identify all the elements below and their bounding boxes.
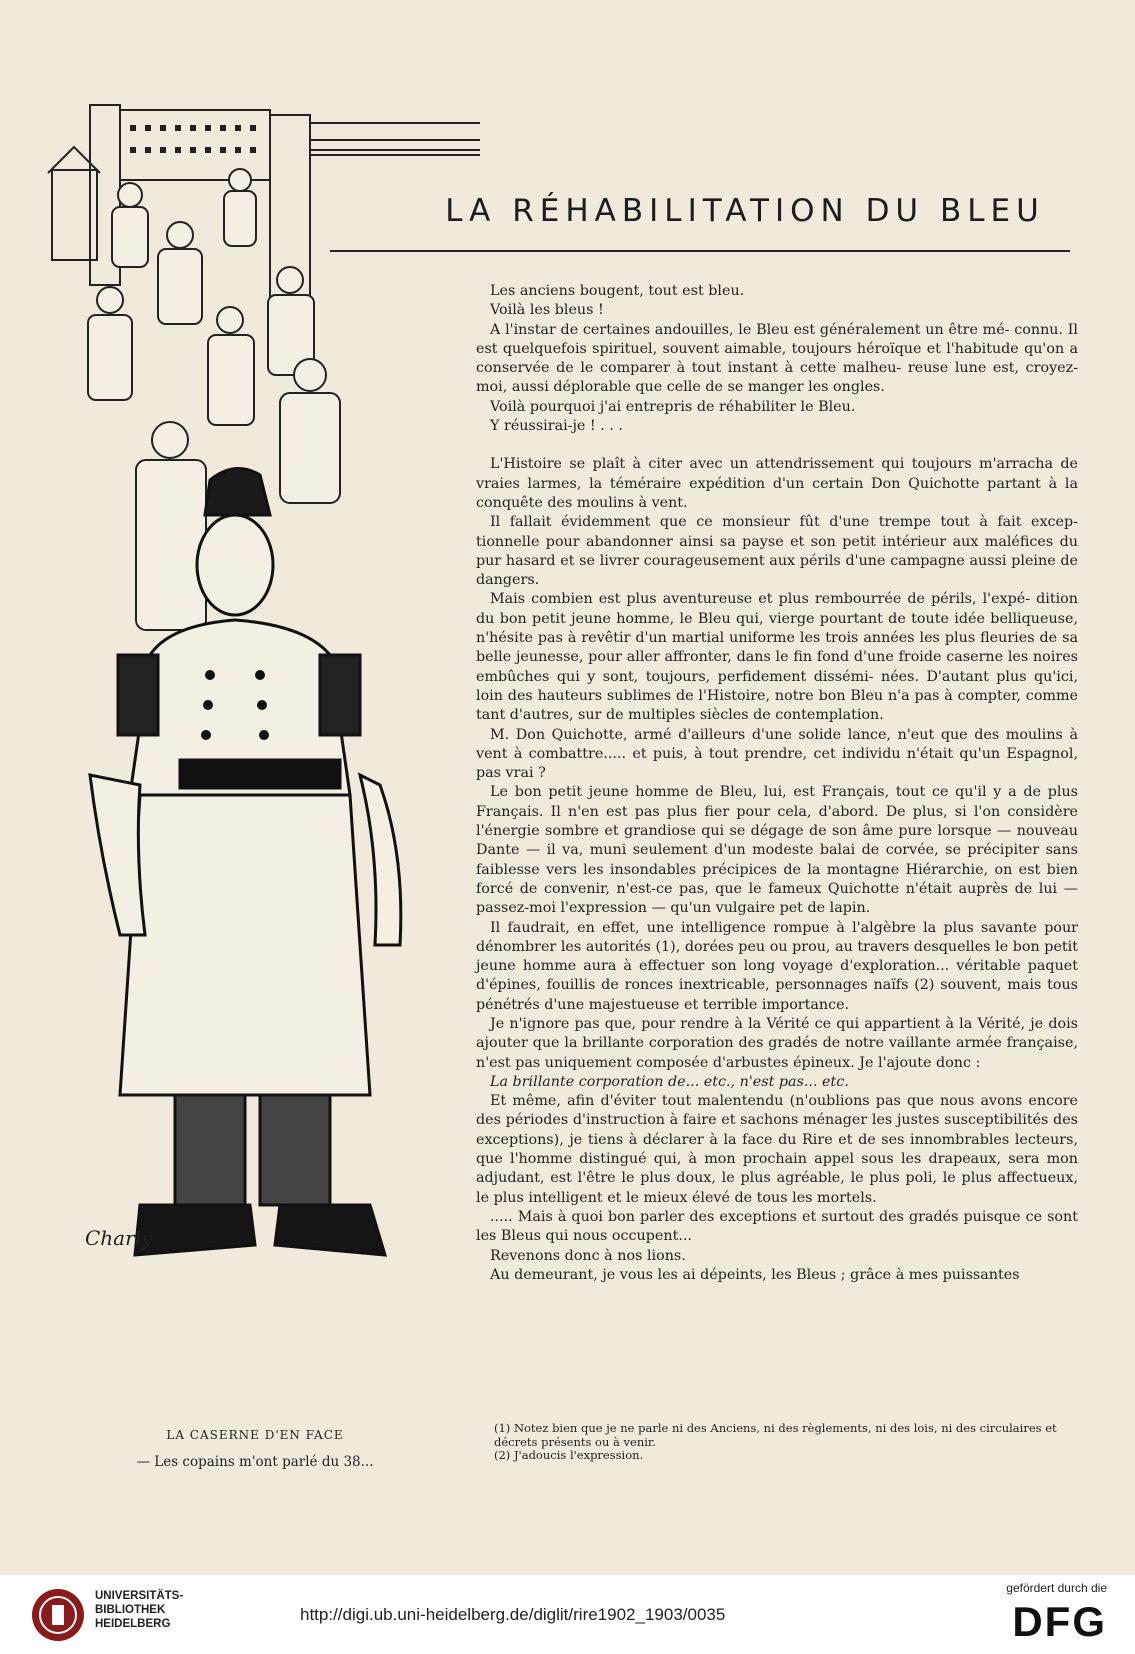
article-body [476, 282, 1078, 1285]
barracks-building [48, 105, 480, 305]
paragraph: Le bon petit jeune homme de Bleu, lui, est Français, tout ce qu'il y a de plus Français. Il n'en est pas plus fier pour cela, d'abord. De plus, si l'on considère l'énergie sombre et grandiose qui se dégage de son âme pure lorsque — nouveau Dante — il va, muni seulement d'un modeste balai de corvée, se précipiter sans faiblesse vers les insondables précipices de la montagne Hiérarchie, on est bien forcé de convenir, n'est-ce pas, que le fameux Quichotte n'était auprès de lui — passez-moi l'expression — qu'un vulgaire pet de lapin. [476, 784, 1078, 917]
paragraph: Il faudrait, en effet, une intelligence rompue à l'algèbre la plus savante pour dénombrer les autorités (1), dorées peu ou prou, au travers desquelles le bon petit jeune homme aura à effectuer son long voyage d'exploration... véritable paquet d'épines, fouillis de ronces inextricable, personnages naïfs (2) souvent, mais tous pénétrés d'une majestueuse et terrible importance. [476, 919, 1078, 1013]
window-rows [130, 125, 256, 153]
footnote: (2) J'adoucis l'expression. [494, 1448, 644, 1462]
paragraph: ..... Mais à quoi bon parler des exceptions et surtout des gradés puisque ce sont les Bleus qui nous occupent... [476, 1208, 1078, 1245]
library-name-line: BIBLIOTHEK [95, 1604, 166, 1616]
dfg-logo: DFG [1012, 1598, 1107, 1645]
artist-signature: Charly [85, 1226, 153, 1250]
paragraph: Les anciens bougent, tout est bleu. [490, 283, 745, 299]
paragraph: M. Don Quichotte, armé d'ailleurs d'une solide lance, n'eut que des moulins à vent à combattre..... et puis, à tout prendre, cet individu n'était qu'un Espagnol, pas vrai ? [476, 726, 1078, 782]
paragraph: Je n'ignore pas que, pour rendre à la Vérité ce qui appartient à la Vérité, je dois ajouter que la brillante corporation des gradés de notre vaillante armée française, n'est pas uniquement composée d'arbustes épineux. Je l'ajoute donc : [476, 1015, 1078, 1071]
university-seal-icon [30, 1587, 86, 1643]
paragraph: Et même, afin d'éviter tout malentendu (n'oublions pas que nous avons encore des périodes d'instruction à faire et sachons ménager les justes susceptibilités des exceptions), je tiens à déclarer à la face du Rire et de ses innombrables lecteurs, que l'homme distingué qui, à mon prochain appel sous les drapeaux, sera mon adjudant, est l'être le plus doux, le plus agréable, le plus poli, le plus affectueux, le plus intelligent et le mieux élevé de tous les mortels. [476, 1093, 1078, 1206]
footnotes [494, 1422, 1078, 1463]
library-name-line: HEIDELBERG [95, 1618, 171, 1630]
paragraph: Mais combien est plus aventureuse et plus rembourrée de périls, l'expé- dition du bon petit jeune homme, le Bleu qui, vierge pourtant de toute idée belliqueuse, n'hésite pas à revêtir d'un martial uniforme les trois années les plus fleuries de sa belle jeunesse, pour aller affronter, dans le fin fond d'une froide caserne les noires embûches qui y sont, toujours, perfidement dissémi- nées. D'autant plus qu'ici, loin des hauteurs sublimes de l'Histoire, notre bon Bleu n'a pas à compter, comme tant d'autres, sur de multiples siècles de contemplation. [476, 591, 1078, 724]
paragraph: Au demeurant, je vous les ai dépeints, les Bleus ; grâce à mes puissantes [490, 1266, 1020, 1283]
paragraph: Voilà pourquoi j'ai entrepris de réhabiliter le Bleu. [490, 398, 856, 415]
illustration-barracks-soldiers [30, 95, 480, 1375]
library-name [95, 1589, 183, 1631]
footnote: (1) Notez bien que je ne parle ni des Anciens, ni des règlements, ni des lois, ni des circulaires et décrets présents ou à venir. [494, 1421, 1057, 1449]
funded-by-label: gefördert durch die [1006, 1581, 1107, 1595]
library-name-line: UNIVERSITÄTS- [95, 1590, 184, 1602]
paragraph-italic: La brillante corporation de... etc., n'est pas... etc. [490, 1073, 849, 1090]
paragraph: Y réussirai-je ! . . . [490, 418, 623, 435]
paragraph: Revenons donc à nos lions. [490, 1247, 686, 1264]
illustration-caption [60, 1428, 450, 1470]
title-rule [330, 250, 1070, 252]
article-title: LA RÉHABILITATION DU BLEU [445, 193, 1045, 229]
caption-title: LA CASERNE D'EN FACE [166, 1428, 344, 1442]
paragraph: A l'instar de certaines andouilles, le Bleu est généralement un être mé- connu. Il est quelquefois spirituel, souvent aimable, toujours héroïque et l'habitude qu'on a conservée de le comparer à tout instant à cette malheu- reuse lune est, croyez-moi, aussi déplorable que celle de se manger les ongles. [476, 321, 1078, 396]
paragraph: L'Histoire se plaît à citer avec un attendrissement qui toujours m'arracha de vraies larmes, la téméraire expédition d'un certain Don Quichotte partant à la conquête des moulins à vent. [476, 456, 1078, 511]
source-url-link[interactable]: http://digi.ub.uni-heidelberg.de/diglit/rire1902_1903/0035 [300, 1605, 726, 1624]
paragraph: Voilà les bleus ! [490, 302, 604, 319]
caption-quote: — Les copains m'ont parlé du 38... [136, 1454, 374, 1470]
footer-bar [0, 1575, 1135, 1654]
paragraph: Il fallait évidemment que ce monsieur fût d'une trempe tout à fait excep- tionnelle pour abandonner ainsi sa payse et son petit intérieur aux maléfices du pur hasard et se livrer courageusement aux périls d'une campagne aussi pleine de dangers. [476, 514, 1078, 589]
